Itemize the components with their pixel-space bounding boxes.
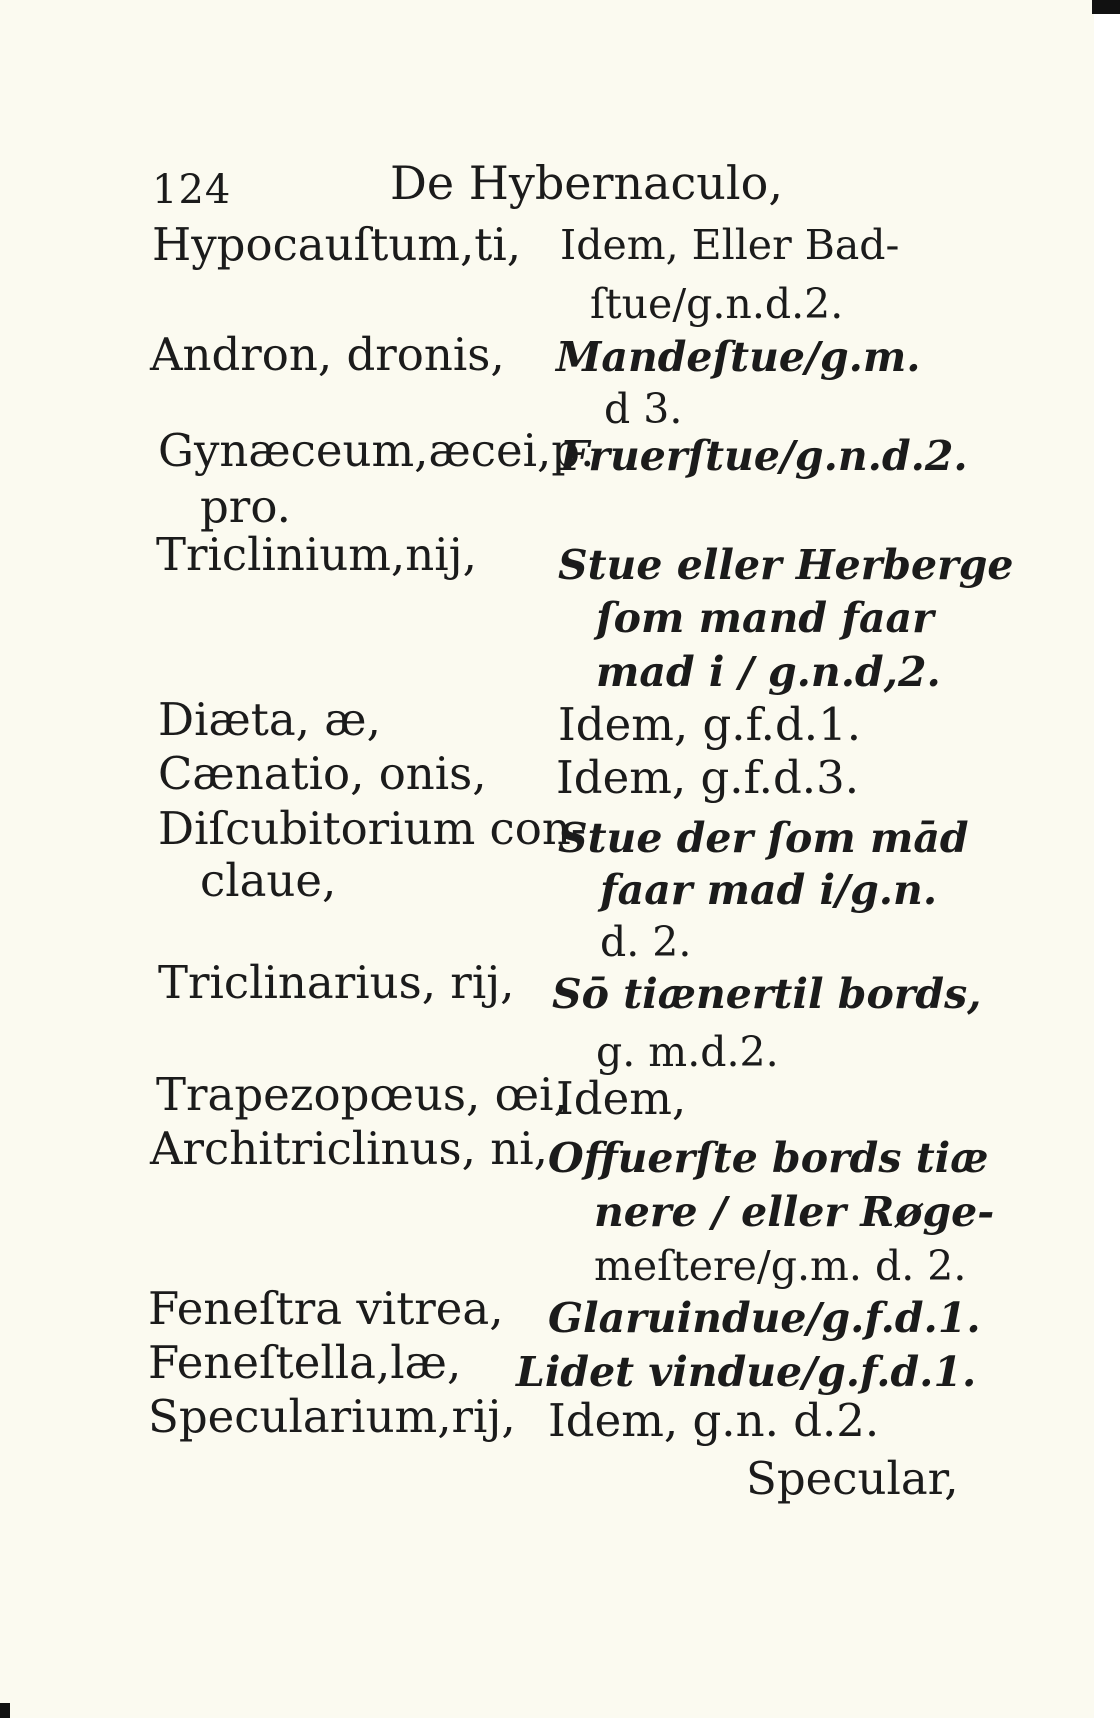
latin-term: Gynæceum,æcei,p. — [158, 424, 595, 477]
latin-term: Feneſtra vitrea, — [148, 1282, 504, 1335]
danish-gloss: Offuerſte bords tiæ — [548, 1134, 989, 1182]
danish-gloss: Sō tiænertil bords, — [552, 970, 982, 1018]
latin-term: Diſcubitorium con- — [158, 802, 587, 855]
latin-term: Feneſtella,læ, — [148, 1336, 462, 1389]
danish-gloss: meſtere/g.m. d. 2. — [594, 1242, 967, 1290]
danish-gloss: ſtue/g.n.d.2. — [590, 280, 844, 328]
latin-term: Diæta, æ, — [158, 693, 381, 746]
latin-term: Cænatio, onis, — [158, 747, 487, 800]
page-number: 124 — [152, 167, 232, 213]
danish-gloss: Idem, g.n. d.2. — [548, 1394, 880, 1447]
danish-gloss: Idem, — [556, 1072, 687, 1125]
latin-term: Andron, dronis, — [150, 328, 505, 381]
danish-gloss: Idem, Eller Bad- — [560, 221, 900, 269]
danish-gloss: mad i / g.n.d,2. — [596, 648, 941, 696]
danish-gloss: ſom mand faar — [596, 594, 934, 642]
danish-gloss: Mandeſtue/g.m. — [556, 333, 921, 381]
latin-term-continuation: pro. — [200, 480, 291, 533]
danish-gloss: Glaruindue/g.f.d.1. — [548, 1294, 981, 1342]
latin-term: Trapezopœus, œi, — [156, 1068, 568, 1121]
catchword: Specular, — [746, 1452, 959, 1505]
danish-gloss: Idem, g.f.d.1. — [558, 698, 862, 751]
danish-gloss: faar mad i/g.n. — [600, 866, 938, 914]
danish-gloss: Idem, g.f.d.3. — [556, 751, 860, 804]
latin-term: Hypocauſtum,ti, — [152, 218, 522, 271]
danish-gloss: Stue eller Herberge — [558, 541, 1014, 589]
danish-gloss: Fruerſtue/g.n.d.2. — [560, 432, 968, 480]
scan-margin — [1094, 0, 1120, 1718]
latin-term: Triclinarius, rij, — [158, 956, 515, 1009]
running-title: De Hybernaculo, — [390, 156, 783, 210]
danish-gloss: d. 2. — [600, 918, 692, 966]
scan-corner-mark — [1092, 0, 1120, 14]
danish-gloss: g. m.d.2. — [596, 1028, 779, 1076]
latin-term: Architriclinus, ni, — [150, 1122, 548, 1175]
danish-gloss: Lidet vindue/g.f.d.1. — [516, 1348, 977, 1396]
danish-gloss: Stue der ſom mād — [558, 814, 969, 862]
latin-term: Triclinium,nij, — [156, 528, 477, 581]
danish-gloss: nere / eller Røge- — [594, 1188, 995, 1236]
latin-term-continuation: claue, — [200, 854, 337, 907]
latin-term: Specularium,rij, — [148, 1390, 516, 1443]
danish-gloss: d 3. — [604, 385, 683, 433]
